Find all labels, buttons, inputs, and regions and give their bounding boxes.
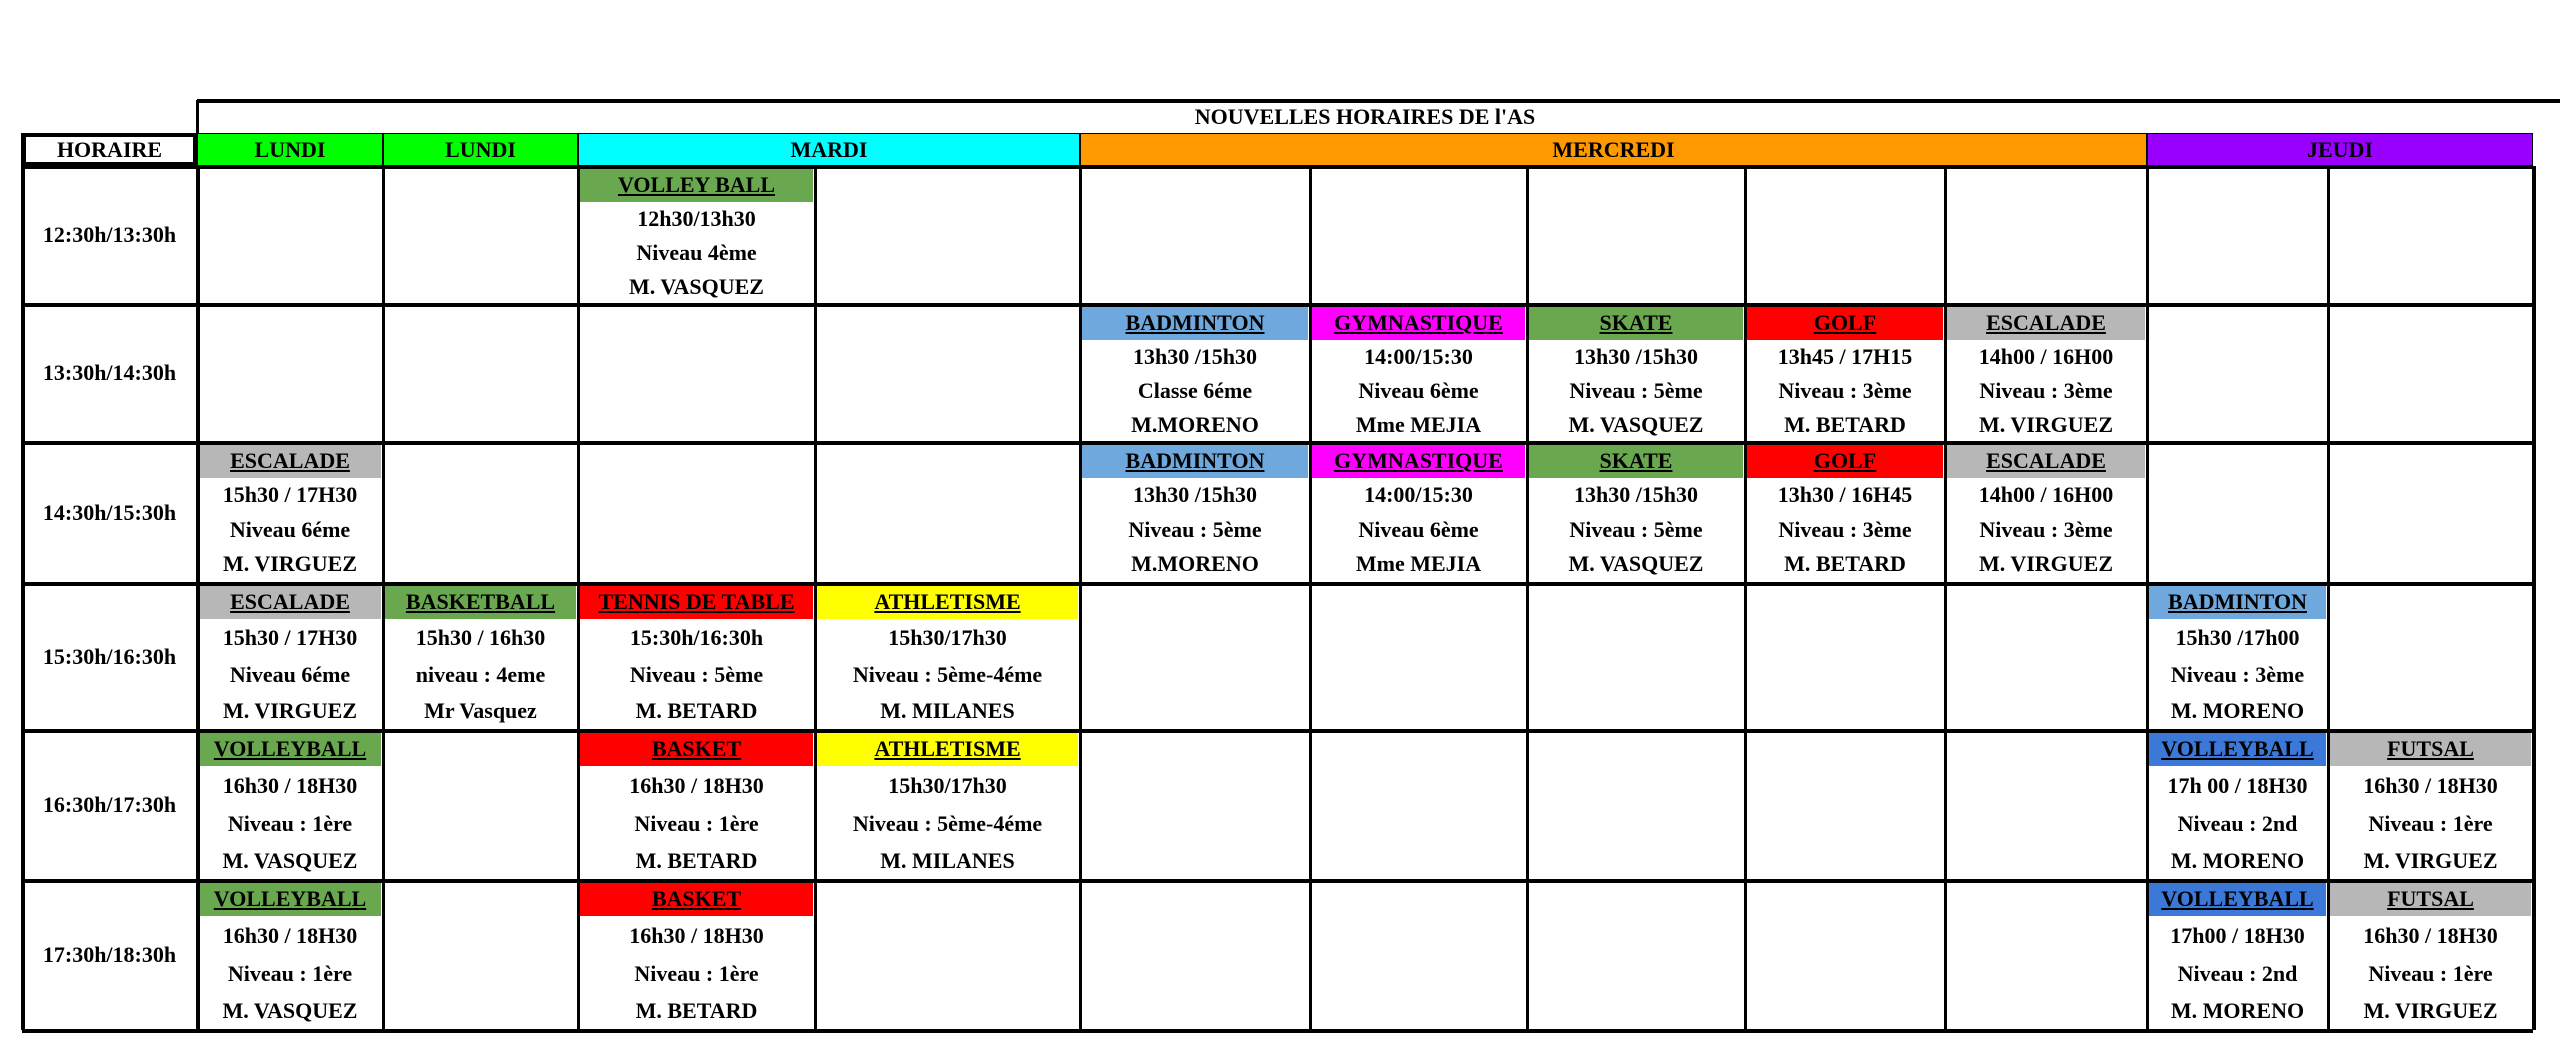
activity-cell: [580, 585, 813, 728]
activity-cell: [2149, 882, 2326, 1028]
activity-cell: [385, 585, 576, 728]
activity-level: Niveau 6ème: [1358, 378, 1479, 403]
activity-cell: [199, 882, 381, 1028]
activity-time: 16h30 / 18H30: [2363, 773, 2498, 799]
activity-teacher: M. MORENO: [2170, 697, 2305, 723]
day-header-jeudi: JEUDI: [2147, 133, 2533, 166]
activity-teacher: M. VASQUEZ: [222, 997, 358, 1023]
activity-title: ATHLETISME: [817, 732, 1078, 766]
activity-level: Niveau : 1ère: [634, 810, 759, 836]
activity-time: 13h30 /15h30: [1132, 344, 1258, 369]
activity-cell: [580, 168, 813, 302]
activity-title: BASKET: [580, 732, 813, 766]
activity-teacher: M. BETARD: [635, 997, 758, 1023]
activity-time: 14:00/15:30: [1364, 344, 1473, 369]
activity-title: FUTSAL: [2330, 882, 2531, 916]
activity-title: ESCALADE: [1947, 444, 2145, 478]
activity-level: Niveau : 3ème: [2170, 661, 2305, 687]
activity-time: 14h00 / 16H00: [1978, 482, 2114, 508]
activity-time: 16h30 / 18H30: [222, 923, 358, 949]
activity-level: Niveau : 3ème: [1979, 516, 2113, 542]
activity-title: SKATE: [1529, 444, 1743, 478]
activity-teacher: M. VIRGUEZ: [1978, 412, 2114, 437]
column-divider: [577, 166, 580, 1030]
activity-cell: [1947, 306, 2145, 440]
activity-time: 13h30 /15h30: [1132, 482, 1258, 508]
activity-time: 15h30/17h30: [888, 773, 1007, 799]
time-slot-label: 12:30h/13:30h: [42, 222, 177, 247]
column-divider: [814, 166, 817, 1030]
activity-title: BASKET: [580, 882, 813, 916]
activity-level: Niveau 6éme: [229, 516, 351, 542]
activity-level: Niveau : 1ère: [2368, 960, 2493, 986]
activity-teacher: Mme MEJIA: [1355, 412, 1482, 437]
activity-time: 13h30 /15h30: [1573, 482, 1699, 508]
activity-level: Niveau 4ème: [636, 240, 757, 265]
activity-title: GOLF: [1747, 306, 1943, 340]
activity-title: VOLLEYBALL: [199, 732, 381, 766]
activity-teacher: M. VIRGUEZ: [222, 550, 358, 576]
activity-cell: [580, 882, 813, 1028]
row-divider: [22, 582, 2533, 586]
title-border: [197, 99, 2560, 103]
activity-cell: [2149, 585, 2326, 728]
activity-title: ESCALADE: [1947, 306, 2145, 340]
column-divider: [382, 166, 385, 1030]
activity-level: Classe 6éme: [1137, 378, 1253, 403]
activity-cell: [2330, 732, 2531, 878]
activity-level: Niveau : 1ère: [2368, 810, 2493, 836]
activity-title: GYMNASTIQUE: [1312, 444, 1525, 478]
activity-time: 15h30 /17h00: [2175, 625, 2300, 651]
activity-time: 15h30/17h30: [888, 625, 1007, 651]
activity-title: VOLLEYBALL: [2149, 882, 2326, 916]
activity-teacher: M. BETARD: [635, 847, 758, 873]
activity-title: VOLLEYBALL: [199, 882, 381, 916]
activity-cell: [1747, 444, 1943, 581]
activity-time: 12h30/13h30: [637, 206, 756, 231]
activity-cell: [580, 732, 813, 878]
horaire-header: HORAIRE: [22, 133, 197, 166]
activity-time: 14:00/15:30: [1364, 482, 1473, 508]
column-divider: [196, 166, 200, 1030]
activity-title: SKATE: [1529, 306, 1743, 340]
activity-cell: [199, 585, 381, 728]
activity-teacher: M. BETARD: [1784, 412, 1906, 437]
activity-teacher: M. VIRGUEZ: [2363, 847, 2498, 873]
column-divider: [1309, 166, 1312, 1030]
activity-title: FUTSAL: [2330, 732, 2531, 766]
activity-level: Niveau : 5ème: [629, 661, 764, 687]
activity-level: Niveau 6ème: [1358, 516, 1479, 542]
activity-title: BADMINTON: [1082, 444, 1308, 478]
activity-time: 16h30 / 18H30: [2363, 923, 2498, 949]
activity-teacher: M. BETARD: [1784, 550, 1906, 576]
activity-cell: [199, 444, 381, 581]
activity-cell: [1082, 306, 1308, 440]
activity-teacher: M. VIRGUEZ: [2363, 997, 2498, 1023]
activity-time: 15h30 / 17H30: [222, 482, 358, 508]
activity-time: 16h30 / 18H30: [629, 923, 764, 949]
time-slot-label: 15:30h/16:30h: [42, 643, 177, 669]
day-header-mardi: MARDI: [578, 133, 1080, 166]
time-slot-label: 14:30h/15:30h: [42, 499, 177, 525]
activity-teacher: M. VASQUEZ: [222, 847, 358, 873]
activity-level: Niveau : 2nd: [2177, 810, 2298, 836]
activity-cell: [817, 732, 1078, 878]
activity-teacher: M. VIRGUEZ: [1978, 550, 2114, 576]
day-header-mercredi: MERCREDI: [1080, 133, 2147, 166]
day-header-lundi: LUNDI: [383, 133, 578, 166]
column-divider: [2146, 166, 2149, 1030]
column-divider: [1526, 166, 1529, 1030]
activity-time: 15h30 / 16h30: [415, 625, 546, 651]
activity-title: VOLLEY BALL: [580, 168, 813, 202]
activity-level: Niveau : 5ème-4éme: [852, 661, 1043, 687]
activity-cell: [1312, 444, 1525, 581]
activity-cell: [1529, 306, 1743, 440]
activity-cell: [1747, 306, 1943, 440]
column-divider: [1744, 166, 1747, 1030]
activity-title: BASKETBALL: [385, 585, 576, 619]
activity-level: Niveau : 1ère: [227, 960, 353, 986]
activity-cell: [2330, 882, 2531, 1028]
activity-cell: [1529, 444, 1743, 581]
column-divider: [1079, 166, 1082, 1030]
activity-time: 16h30 / 18H30: [629, 773, 764, 799]
row-divider: [22, 441, 2533, 445]
activity-level: Niveau : 3ème: [1778, 516, 1912, 542]
activity-title: BADMINTON: [2149, 585, 2326, 619]
column-divider: [21, 133, 25, 1030]
schedule-title: NOUVELLES HORAIRES DE l'AS: [1194, 103, 1536, 129]
activity-time: 15:30h/16:30h: [629, 625, 764, 651]
activity-level: Niveau : 5ème: [1569, 378, 1703, 403]
activity-time: 13h45 / 17H15: [1777, 344, 1913, 369]
activity-level: Niveau : 3ème: [1979, 378, 2113, 403]
activity-cell: [1312, 306, 1525, 440]
activity-title: GYMNASTIQUE: [1312, 306, 1525, 340]
activity-title: GOLF: [1747, 444, 1943, 478]
activity-cell: [817, 585, 1078, 728]
activity-teacher: M. MORENO: [2170, 997, 2305, 1023]
activity-level: Niveau : 5ème: [1569, 516, 1703, 542]
row-divider: [22, 165, 2533, 169]
activity-time: 15h30 / 17H30: [222, 625, 358, 651]
time-slot-label: 13:30h/14:30h: [42, 360, 177, 385]
activity-cell: [199, 732, 381, 878]
activity-teacher: M.MORENO: [1131, 550, 1259, 576]
activity-time: 14h00 / 16H00: [1978, 344, 2114, 369]
row-divider: [22, 303, 2533, 307]
activity-level: niveau : 4eme: [415, 661, 546, 687]
activity-teacher: Mme MEJIA: [1355, 550, 1482, 576]
day-header-lundi: LUNDI: [197, 133, 383, 166]
activity-level: Niveau : 2nd: [2177, 960, 2298, 986]
activity-level: Niveau : 5ème-4éme: [852, 810, 1043, 836]
activity-title: ATHLETISME: [817, 585, 1078, 619]
row-divider: [22, 1029, 2533, 1033]
time-slot-label: 16:30h/17:30h: [42, 792, 177, 817]
time-slot-label: 17:30h/18:30h: [42, 942, 177, 967]
activity-level: Niveau 6éme: [229, 661, 351, 687]
activity-level: Niveau : 5ème: [1128, 516, 1262, 542]
activity-title: VOLLEYBALL: [2149, 732, 2326, 766]
activity-teacher: M. VIRGUEZ: [222, 697, 358, 723]
activity-teacher: M. BETARD: [635, 697, 758, 723]
activity-title: ESCALADE: [199, 585, 381, 619]
activity-time: 13h30 /15h30: [1573, 344, 1699, 369]
row-divider: [22, 729, 2533, 733]
activity-time: 17h 00 / 18H30: [2167, 773, 2308, 799]
activity-level: Niveau : 1ère: [634, 960, 759, 986]
activity-cell: [1082, 444, 1308, 581]
activity-teacher: M. MILANES: [880, 847, 1015, 873]
activity-title: TENNIS DE TABLE: [580, 585, 813, 619]
activity-cell: [1947, 444, 2145, 581]
activity-cell: [2149, 732, 2326, 878]
column-divider: [2327, 166, 2330, 1030]
title-border: [196, 100, 199, 133]
activity-time: 17h00 / 18H30: [2170, 923, 2305, 949]
activity-time: 13h30 / 16H45: [1777, 482, 1913, 508]
row-divider: [22, 879, 2533, 883]
column-divider: [2532, 166, 2536, 1030]
activity-teacher: M.MORENO: [1131, 412, 1259, 437]
activity-level: Niveau : 3ème: [1778, 378, 1912, 403]
activity-teacher: M. VASQUEZ: [629, 274, 764, 299]
activity-teacher: M. VASQUEZ: [1568, 550, 1704, 576]
activity-time: 16h30 / 18H30: [222, 773, 358, 799]
activity-teacher: M. MORENO: [2170, 847, 2305, 873]
activity-level: Niveau : 1ère: [227, 810, 353, 836]
activity-teacher: M. MILANES: [880, 697, 1015, 723]
activity-teacher: Mr Vasquez: [424, 697, 537, 723]
activity-title: BADMINTON: [1082, 306, 1308, 340]
activity-teacher: M. VASQUEZ: [1568, 412, 1704, 437]
activity-title: ESCALADE: [199, 444, 381, 478]
column-divider: [1944, 166, 1947, 1030]
